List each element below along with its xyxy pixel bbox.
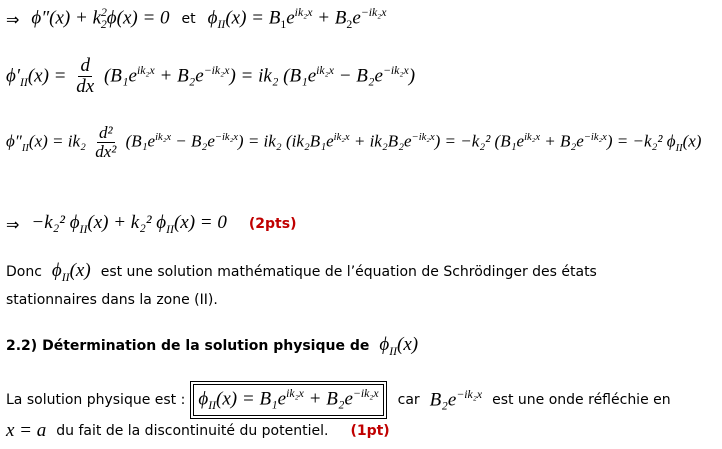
position-x-equals-a: x = a bbox=[6, 420, 47, 441]
phi-ii-inline: $\phi_{II}(x)$ bbox=[51, 260, 91, 284]
equation-line-4 bbox=[6, 212, 296, 237]
wave-equation-result: −k₂² $\phi_{II}(x) + k_2^2$ $\phi_{II}(x) = 0$ bbox=[31, 212, 227, 236]
conjunction-et: et bbox=[181, 11, 196, 28]
reflected-wave-term: $B_2e^{-ik_2x}$ bbox=[429, 388, 483, 411]
text-line-6: stationnaires dans la zone (II). bbox=[6, 292, 218, 308]
first-derivative-equation: $\phi'_{II}(x)$ = $\frac{d}{dx}$ $(B_1e^{ik_2x} + B_2e^{-ik_2x}) = ik_2$ $(B_1e^{ik_2x} - B_2e^{-ik_2x})$ bbox=[6, 55, 416, 97]
points-badge-2pts: (2pts) bbox=[248, 216, 297, 233]
schrodinger-equation: $\phi''(x) + k^2_2\phi(x) = 0$ bbox=[31, 6, 170, 32]
text-line-9: x = a du fait de la discontinuité du potentiel. (1pt) bbox=[6, 420, 390, 441]
text-line-5: Donc $\phi_{II}(x)$ est une solution mathématique de l’équation de Schrödinger des états bbox=[6, 260, 597, 284]
equation-line-3 bbox=[6, 124, 701, 162]
equation-line-1 bbox=[6, 6, 387, 32]
points-badge-1pt: (1pt) bbox=[350, 423, 390, 439]
text-line-8: La solution physique est : $\phi_{II}(x) = B_1e^{ik_2x} + B_2e^{-ik_2x}$ car $B_2e^{-ik_2x}$ est une onde réfléchie en bbox=[6, 384, 671, 416]
equation-line-2 bbox=[6, 56, 415, 98]
second-derivative-equation: $\phi''_{II}(x) = ik_2$ $\frac{\text{d²}}{\text{dx²}}$ $(B_1e^{ik_2x} - B_2e^{-ik_2x}) = ik_2$ $(ik_2B_1e^{ik_2x} + ik_2B_2e^{-ik_2x}) = -k_2^2$ $(B_1e^{ik_2x} + B_2e^{-ik_2x}) = -k_2^2$ $\phi_{II}(x)$ bbox=[6, 123, 702, 161]
phi-ii-definition: $\phi_{II}(x) = B_1e^{ik_2x} + B_2e^{-ik_2x}$ bbox=[207, 6, 387, 32]
phi-ii-heading: $\phi_{II}(x)$ bbox=[379, 334, 419, 358]
implies-arrow: ⇒ bbox=[6, 214, 20, 234]
second-derivative-fraction: $\frac{\text{d²}}{\text{dx²}}$ bbox=[95, 123, 117, 161]
derivative-fraction: $\frac{d}{dx}$ bbox=[76, 55, 95, 97]
section-heading: 2.2) Détermination de la solution physique de $\phi_{II}(x)$ bbox=[6, 334, 419, 358]
boxed-physical-solution: $\phi_{II}(x) = B_1e^{ik_2x} + B_2e^{-ik_2x}$ bbox=[193, 384, 383, 416]
implies-arrow: ⇒ bbox=[6, 9, 20, 29]
